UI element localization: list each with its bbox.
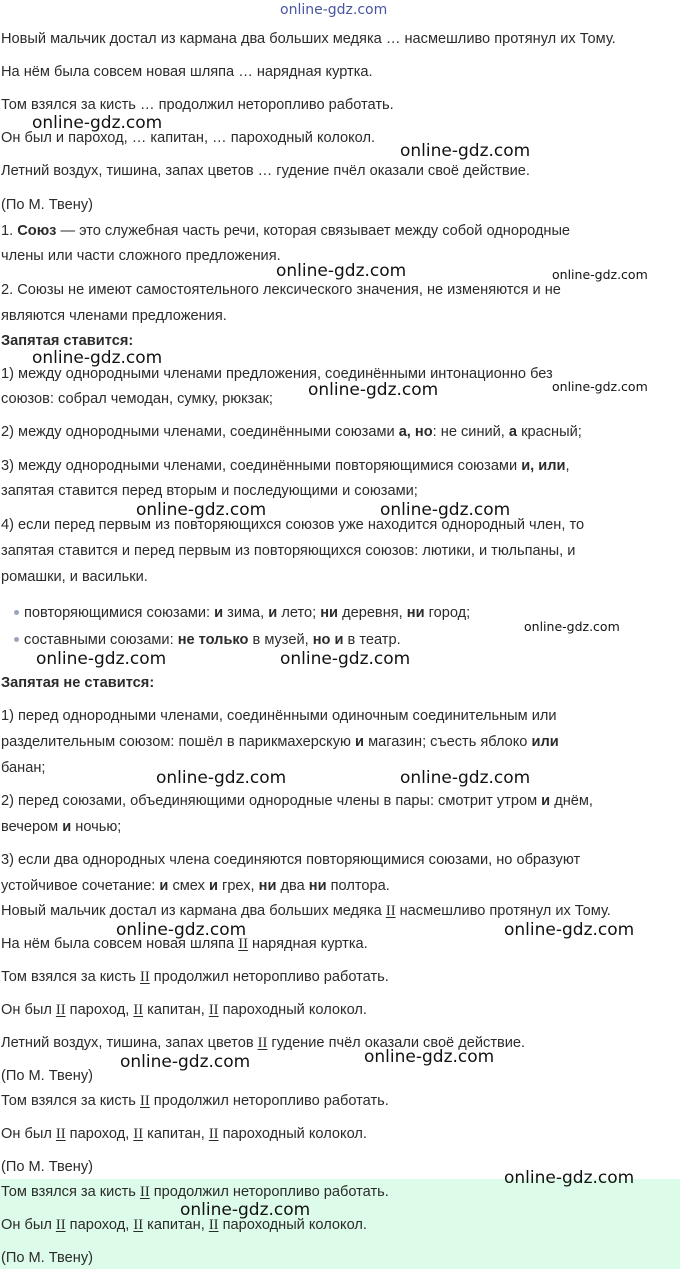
rule-1: 1) между однородными членами предложения, соединёнными интонационно без — [1, 366, 553, 382]
watermark: online-gdz.com — [280, 649, 411, 669]
answer-text: гудение пчёл оказали своё действие. — [267, 1035, 526, 1051]
exception-2-text: днём, — [550, 793, 593, 809]
theory-paragraph-2-line-2: являются членами предложения. — [1, 308, 227, 324]
rule-4: 4) если перед первым из повторяющихся союзов уже находится однородный член, то — [1, 517, 585, 533]
rule-2-example-end: красный; — [517, 424, 582, 440]
answer-text: Он был — [1, 1126, 56, 1142]
conjunction-mark: II — [385, 903, 396, 919]
answer-author: (По М. Твену) — [1, 1068, 93, 1084]
conjunction-mark: II — [139, 1093, 150, 1109]
watermark: online-gdz.com — [504, 920, 635, 940]
answer-sentence-4-repeat — [1, 1125, 367, 1143]
bullet-2-label: составными союзами: — [24, 632, 178, 648]
bullet-1-text: лето; — [277, 605, 321, 621]
exception-3-line-2 — [1, 877, 390, 895]
exception-3-text: устойчивое сочетание: — [1, 878, 160, 894]
rule-3-line-2: запятая ставится перед вторым и последующими и союзами; — [1, 483, 418, 499]
bullet-2-text: в музей, — [248, 632, 313, 648]
answer-text: нарядная куртка. — [247, 936, 368, 952]
answer-text: пароход, — [65, 1126, 134, 1142]
exception-2-text: вечером — [1, 819, 63, 835]
answer-sentence-1 — [1, 902, 611, 920]
exception-1-text: магазин; съесть яблоко — [364, 734, 532, 750]
bold-i: и — [541, 793, 551, 809]
rule-3-text: 3) между однородными членами, соединёнными повторяющимися союзами — [1, 458, 522, 474]
exception-3-text: смех — [168, 878, 209, 894]
answer-text: пароходный колокол. — [218, 1217, 367, 1233]
watermark: online-gdz.com — [32, 113, 163, 133]
bold-i: и — [159, 878, 169, 894]
theory-paragraph-2: 2. Союзы не имеют самостоятельного лексического значения, не изменяются и не — [1, 282, 561, 298]
bold-i: и — [208, 878, 218, 894]
rule-2-conjunctions: а, но — [398, 424, 433, 440]
theory-number: 1. — [1, 223, 18, 239]
bold-i: и — [214, 605, 224, 621]
exception-1-text: разделительным союзом: пошёл в парикмахерскую — [1, 734, 356, 750]
bold-ni: ни — [258, 878, 277, 894]
watermark: online-gdz.com — [308, 380, 439, 400]
conjunction-mark: II — [208, 1217, 219, 1233]
bullet-compound-conjunctions — [24, 631, 401, 649]
conjunction-mark: II — [208, 1002, 219, 1018]
term-conjunction: Союз — [17, 223, 57, 239]
watermark: online-gdz.com — [524, 619, 620, 634]
bullet-2-text: в театр. — [343, 632, 401, 648]
watermark: online-gdz.com — [400, 768, 531, 788]
answer-text: продолжил неторопливо работать. — [149, 1093, 389, 1109]
bullet-1-text: зима, — [223, 605, 269, 621]
comma-placed-heading: Запятая ставится: — [1, 333, 134, 349]
exception-1: 1) перед однородными членами, соединёнными одиночным соединительным или — [1, 708, 557, 724]
answer-sentence-3 — [1, 968, 389, 986]
bold-ni: ни — [320, 605, 339, 621]
watermark: online-gdz.com — [156, 768, 287, 788]
theory-paragraph-1 — [1, 222, 570, 240]
exception-3: 3) если два однородных члена соединяются повторяющимися союзами, но образуют — [1, 852, 581, 868]
answer-sentence-3-repeat — [1, 1092, 389, 1110]
watermark: online-gdz.com — [400, 141, 531, 161]
rule-4-line-3: ромашки, и васильки. — [1, 569, 148, 585]
conjunction-mark: II — [238, 936, 248, 952]
watermark: online-gdz.com — [276, 261, 407, 281]
answer-sentence-3-final — [1, 1183, 389, 1201]
bold-ili: или — [531, 734, 559, 750]
theory-paragraph-1-line-2: члены или части сложного предложения. — [1, 248, 281, 264]
exception-1-line-3: банан; — [1, 760, 46, 776]
bold-i: и — [268, 605, 278, 621]
answer-text: капитан, — [143, 1217, 209, 1233]
watermark: online-gdz.com — [504, 1168, 635, 1188]
bold-ni: ни — [308, 878, 327, 894]
bold-no-i: но и — [312, 632, 344, 648]
rule-1-line-2: союзов: собрал чемодан, сумку, рюкзак; — [1, 391, 273, 407]
conjunction-mark: II — [133, 1217, 144, 1233]
watermark: online-gdz.com — [380, 500, 511, 520]
answer-text: Том взялся за кисть — [1, 969, 140, 985]
answer-text: Он был — [1, 1002, 56, 1018]
conjunction-mark: II — [257, 1035, 268, 1051]
answer-text: капитан, — [143, 1126, 209, 1142]
bullet-1-text: город; — [424, 605, 471, 621]
rule-3-conjunctions: и, или — [521, 458, 566, 474]
answer-text: Новый мальчик достал из кармана два больших медяка — [1, 903, 386, 919]
exception-3-text: грех, — [217, 878, 259, 894]
task-sentence-4: Он был и пароход, … капитан, … пароходный колокол. — [1, 130, 376, 146]
exception-3-text: полтора. — [326, 878, 390, 894]
rule-2-example: : не синий, — [432, 424, 509, 440]
bold-ne-tolko: не только — [177, 632, 249, 648]
exception-2-line-2 — [1, 818, 121, 836]
watermark: online-gdz.com — [32, 348, 163, 368]
watermark: online-gdz.com — [180, 1200, 311, 1220]
answer-text: продолжил неторопливо работать. — [149, 1184, 389, 1200]
answer-text: насмешливо протянул их Тому. — [395, 903, 611, 919]
answer-text: пароходный колокол. — [218, 1002, 367, 1018]
answer-text: Летний воздух, тишина, запах цветов — [1, 1035, 258, 1051]
task-sentence-2: На нём была совсем новая шляпа … нарядная куртка. — [1, 64, 373, 80]
task-sentence-5: Летний воздух, тишина, запах цветов … гудение пчёл оказали своё действие. — [1, 163, 530, 179]
watermark: online-gdz.com — [116, 920, 247, 940]
exception-2 — [1, 792, 593, 810]
rule-3-comma: , — [565, 458, 570, 474]
bullet-repeating-conjunctions — [24, 604, 470, 622]
rule-4-line-2: запятая ставится и перед первым из повторяющихся союзов: лютики, и тюльпаны, и — [1, 543, 576, 559]
bold-i: и — [355, 734, 365, 750]
answer-text: пароход, — [65, 1217, 134, 1233]
bullet-1-label: повторяющимися союзами: — [24, 605, 215, 621]
answer-text: Он был — [1, 1217, 56, 1233]
conjunction-mark: II — [139, 1184, 150, 1200]
bold-ni: ни — [406, 605, 425, 621]
bullet-1-text: деревня, — [338, 605, 407, 621]
conjunction-mark: II — [139, 969, 150, 985]
exception-3-text: два — [276, 878, 309, 894]
watermark: online-gdz.com — [552, 379, 648, 394]
answer-text: На нём была совсем новая шляпа — [1, 936, 239, 952]
watermark: online-gdz.com — [364, 1047, 495, 1067]
answer-author-final: (По М. Твену) — [1, 1250, 93, 1266]
conjunction-mark: II — [208, 1126, 219, 1142]
theory-definition: — это служебная часть речи, которая связывает между собой однородные — [56, 223, 571, 239]
conjunction-mark: II — [133, 1002, 144, 1018]
exception-2-text: ночью; — [71, 819, 122, 835]
answer-text: пароходный колокол. — [218, 1126, 367, 1142]
exception-1-line-2 — [1, 733, 559, 751]
watermark: online-gdz.com — [120, 1052, 251, 1072]
watermark: online-gdz.com — [36, 649, 167, 669]
author-credit: (По М. Твену) — [1, 197, 93, 213]
conjunction-mark: II — [55, 1217, 66, 1233]
answer-author-repeat: (По М. Твену) — [1, 1159, 93, 1175]
conjunction-mark: II — [133, 1126, 144, 1142]
rule-3 — [1, 457, 570, 475]
site-logo: online-gdz.com — [280, 2, 388, 18]
rule-2 — [1, 423, 582, 441]
answer-text: продолжил неторопливо работать. — [149, 969, 389, 985]
bullet-dot — [14, 637, 19, 642]
answer-sentence-4 — [1, 1001, 367, 1019]
conjunction-mark: II — [55, 1002, 66, 1018]
watermark: online-gdz.com — [136, 500, 267, 520]
exception-2-text: 2) перед союзами, объединяющими однородные члены в пары: смотрит утром — [1, 793, 542, 809]
bold-i: и — [62, 819, 72, 835]
rule-2-text: 2) между однородными членами, соединёнными союзами — [1, 424, 399, 440]
watermark: online-gdz.com — [552, 267, 648, 282]
task-sentence-3: Том взялся за кисть … продолжил неторопливо работать. — [1, 97, 394, 113]
answer-text: Том взялся за кисть — [1, 1184, 140, 1200]
conjunction-mark: II — [55, 1126, 66, 1142]
task-sentence-1: Новый мальчик достал из кармана два больших медяка … насмешливо протянул их Тому. — [1, 31, 616, 47]
answer-text: Том взялся за кисть — [1, 1093, 140, 1109]
comma-not-placed-heading: Запятая не ставится: — [1, 675, 155, 691]
bullet-dot — [14, 610, 19, 615]
answer-text: пароход, — [65, 1002, 134, 1018]
answer-text: капитан, — [143, 1002, 209, 1018]
rule-2-conjunction-a: а — [508, 424, 518, 440]
